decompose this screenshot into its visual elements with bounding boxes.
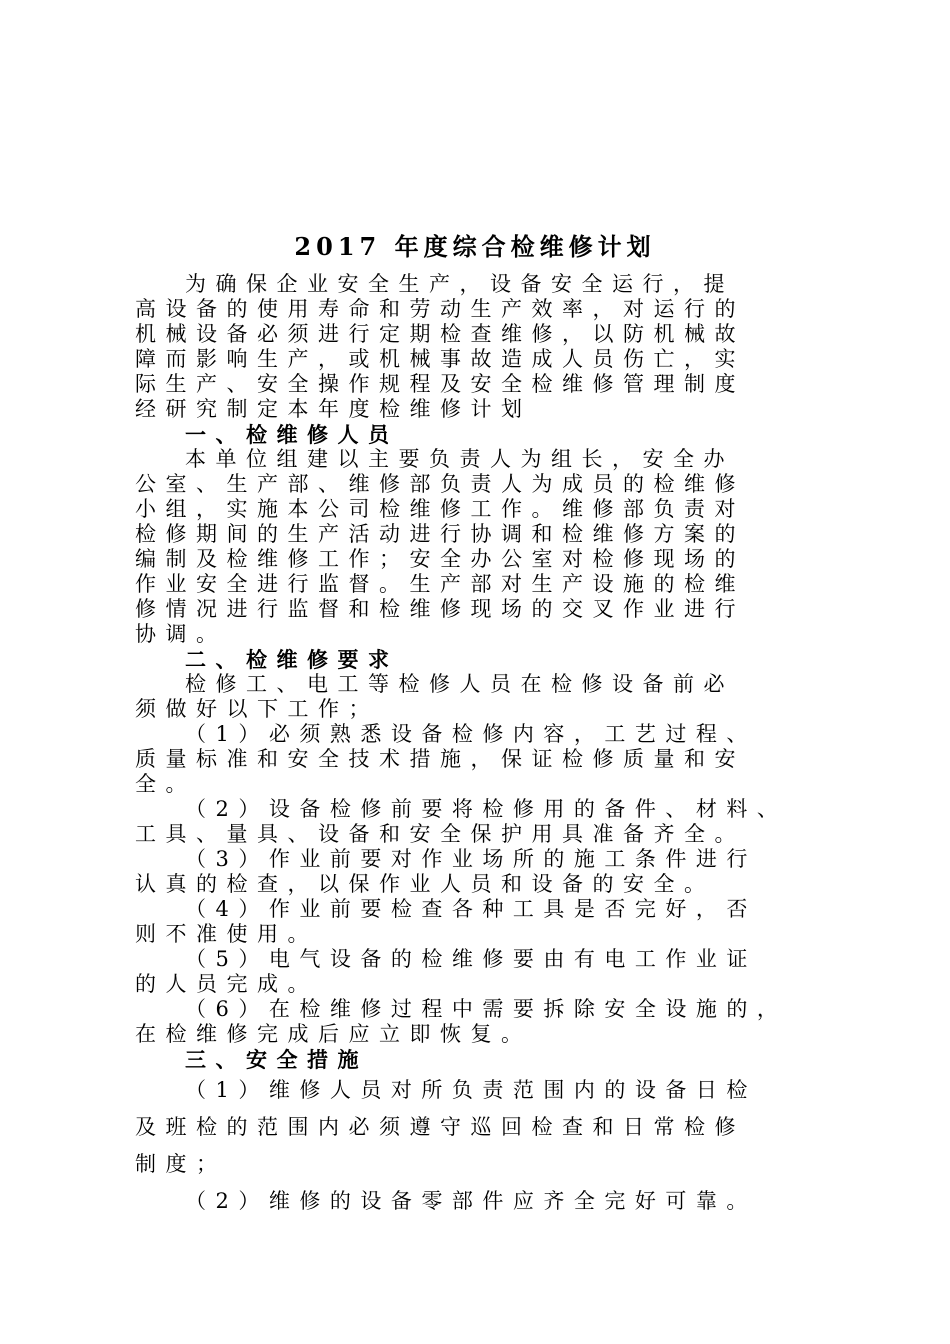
paragraph-line: 小组，实施本公司检维修工作。维修部负责对 — [135, 497, 745, 521]
paragraph-line: 本单位组建以主要负责人为组长，安全办 — [185, 447, 734, 471]
paragraph-line: 的人员完成。 — [135, 972, 318, 996]
paragraph-line: 须做好以下工作； — [135, 697, 379, 721]
paragraph-line: 工具、量具、设备和安全保护用具准备齐全。 — [135, 822, 745, 846]
section-heading-personnel: 一、检维修人员 — [185, 422, 399, 447]
list-item-line: （4）作业前要检查各种工具是否完好，否 — [185, 897, 757, 921]
document-title: 2017 年度综合检维修计划 — [294, 232, 656, 261]
list-item-line: （6）在检维修过程中需要拆除安全设施的， — [185, 997, 788, 1021]
list-item-line: （1）维修人员对所负责范围内的设备日检 — [185, 1078, 757, 1102]
list-item-line: （5）电气设备的检维修要由有电工作业证 — [185, 947, 757, 971]
paragraph-line: 检修工、电工等检修人员在检修设备前必 — [185, 672, 734, 696]
list-item-line: （1）必须熟悉设备检修内容，工艺过程、 — [185, 722, 757, 746]
paragraph-line: 作业安全进行监督。生产部对生产设施的检维 — [135, 572, 745, 596]
document-body — [135, 272, 793, 1220]
paragraph-line: 高设备的使用寿命和劳动生产效率，对运行的 — [135, 297, 745, 321]
section-heading-requirements: 二、检维修要求 — [185, 647, 399, 672]
paragraph-line: 及班检的范围内必须遵守巡回检查和日常检修 — [135, 1115, 745, 1139]
paragraph-line: 编制及检维修工作；安全办公室对检修现场的 — [135, 547, 745, 571]
paragraph-line: 经研究制定本年度检维修计划 — [135, 397, 532, 421]
paragraph-line: 机械设备必须进行定期检查维修，以防机械故 — [135, 322, 745, 346]
section-heading-safety: 三、安全措施 — [185, 1047, 368, 1072]
paragraph-line: 则不准使用。 — [135, 922, 318, 946]
paragraph-line: 质量标准和安全技术措施，保证检修质量和安 — [135, 747, 745, 771]
list-item-line: （3）作业前要对作业场所的施工条件进行 — [185, 847, 757, 871]
paragraph-line: 为确保企业安全生产，设备安全运行，提 — [185, 272, 734, 296]
paragraph-line: 检修期间的生产活动进行协调和检维修方案的 — [135, 522, 745, 546]
paragraph-line: 制度； — [135, 1152, 227, 1176]
paragraph-line: 际生产、安全操作规程及安全检维修管理制度 — [135, 372, 745, 396]
paragraph-line: 修情况进行监督和检维修现场的交叉作业进行 — [135, 597, 745, 621]
list-item-line: （2）维修的设备零部件应齐全完好可靠。 — [185, 1189, 757, 1213]
paragraph-line: 障而影响生产，或机械事故造成人员伤亡，实 — [135, 347, 745, 371]
paragraph-line: 全。 — [135, 772, 196, 796]
paragraph-line: 协调。 — [135, 622, 227, 646]
paragraph-line: 公室、生产部、维修部负责人为成员的检维修 — [135, 472, 745, 496]
paragraph-line: 在检维修完成后应立即恢复。 — [135, 1022, 532, 1046]
paragraph-line: 认真的检查，以保作业人员和设备的安全。 — [135, 872, 715, 896]
list-item-line: （2）设备检修前要将检修用的备件、材料、 — [185, 797, 788, 821]
